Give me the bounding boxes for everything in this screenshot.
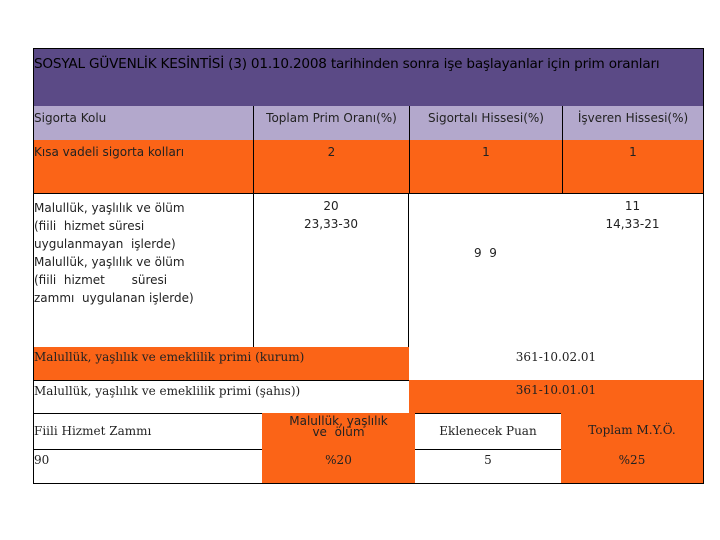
fhz-value-col4-text: %25 (618, 453, 646, 467)
fhz-header-col2 (262, 413, 415, 450)
row-malul-insured (409, 193, 562, 347)
fhz-header-col4 (561, 413, 703, 450)
header-toplam-prim-text: Toplam Prim Oranı(%) (266, 111, 397, 125)
fhz-header-col3-text: Eklenecek Puan (439, 424, 537, 438)
row-kurum-label (34, 347, 409, 380)
row-kisa-employer-text: 1 (629, 145, 637, 159)
fhz-header-col3 (415, 413, 561, 450)
row-malul-insured-text: 9 9 (474, 246, 497, 260)
row-malul-employer (562, 193, 703, 347)
fhz-header-col4-text: Toplam M.Y.Ö. (588, 423, 676, 437)
row-malul-label-line: uygulanmayan işlerde) (34, 237, 176, 251)
header-toplam-prim (253, 106, 409, 140)
header-isveren-hissesi-text: İşveren Hissesi(%) (577, 111, 689, 125)
table-title (34, 49, 703, 106)
row-malul-label-line: zammı uygulanan işlerde) (34, 291, 194, 305)
row-malul-label-line: (fiili hizmet süresi (34, 219, 145, 233)
row-kisa-insured (409, 140, 562, 193)
row-sahis-code (409, 380, 703, 413)
row-malul-employer-line: 11 (624, 199, 641, 213)
fhz-value-col4 (561, 450, 703, 483)
row-kurum-code (409, 347, 703, 380)
fhz-value-col1-text: 90 (34, 453, 50, 467)
fhz-value-col1 (34, 450, 262, 483)
row-sahis-label (34, 380, 409, 413)
fhz-header-col2-line: Malullük, yaşlılık (289, 414, 388, 428)
row-kurum-label-text: Malullük, yaşlılık ve emeklilik primi (kurum) (34, 350, 305, 364)
header-sigortali-hissesi-text: Sigortalı Hissesi(%) (428, 111, 544, 125)
row-kisa-total-text: 2 (327, 145, 336, 159)
row-malul-total-line: 20 (323, 199, 339, 213)
header-isveren-hissesi (562, 106, 703, 140)
row-kisa-label (34, 140, 253, 193)
row-sahis-code-text: 361-10.01.01 (515, 383, 597, 397)
row-malul-label (34, 193, 253, 347)
fhz-header-col1 (34, 413, 262, 450)
fhz-value-col2-text: %20 (325, 453, 352, 467)
header-sigorta-kolu-text: Sigorta Kolu (34, 111, 107, 125)
row-malul-total-line: 23,33-30 (304, 217, 358, 231)
row-kisa-insured-text: 1 (482, 145, 490, 159)
fhz-header-col2-line: ve ölüm (312, 425, 365, 439)
row-malul-label-line: Malullük, yaşlılık ve ölüm (34, 255, 185, 269)
row-kurum-code-text: 361-10.02.01 (515, 350, 597, 364)
fhz-header-col1-text: Fiili Hizmet Zammı (34, 424, 152, 438)
row-malul-employer-line: 14,33-21 (605, 217, 660, 231)
fhz-value-col2 (262, 450, 415, 483)
row-malul-label-line: Malullük, yaşlılık ve ölüm (34, 201, 185, 215)
fhz-value-col3-text: 5 (484, 453, 492, 467)
row-malul-total (253, 193, 409, 347)
prim-table (33, 48, 704, 484)
row-sahis-label-text: Malullük, yaşlılık ve emeklilik primi (şahıs)) (34, 384, 301, 398)
row-kisa-label-text: Kısa vadeli sigorta kolları (34, 145, 185, 159)
row-kisa-total (253, 140, 409, 193)
header-sigorta-kolu (34, 106, 253, 140)
row-malul-label-line: (fiili hizmet süresi (34, 273, 168, 287)
fhz-value-col3 (415, 450, 561, 483)
row-kisa-employer (562, 140, 703, 193)
title-text: SOSYAL GÜVENLİK KESİNTİSİ (3) 01.10.2008 tarihinden sonra işe başlayanlar için prim oranları (34, 56, 660, 72)
header-sigortali-hissesi (409, 106, 562, 140)
